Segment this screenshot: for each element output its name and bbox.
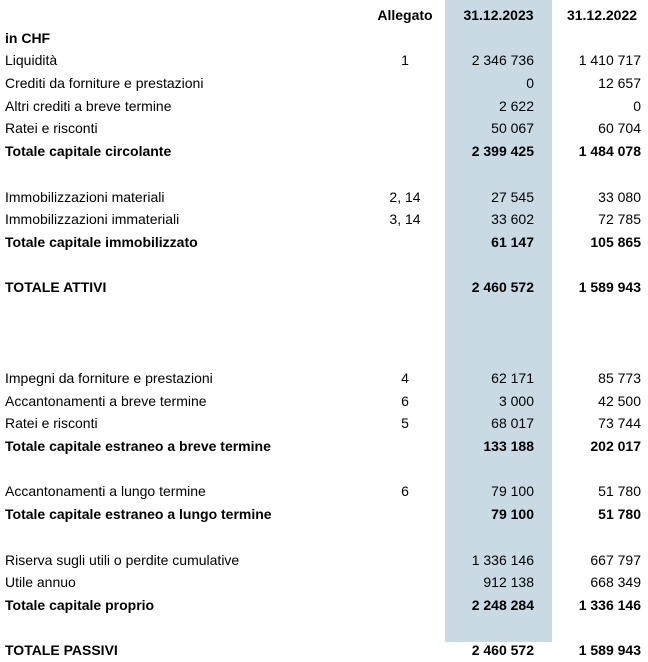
value-2022: 51 780 [598,506,641,523]
value-2022: 12 657 [598,75,641,92]
value-2023: 1 336 146 [471,551,534,568]
row-allegato [370,526,440,549]
table-row [0,49,648,72]
row-label: Riserva sugli utili o perdite cumulative [5,551,240,568]
row-allegato [370,254,440,277]
value-2022: 42 500 [598,392,641,409]
row-allegato [370,594,440,617]
value-2023: 79 100 [491,506,534,523]
row-allegato [370,117,440,140]
row-label: Crediti da forniture e prestazioni [5,75,204,92]
table-row [0,117,648,140]
row-label: in CHF [5,29,51,46]
value-2023: 2 346 736 [471,52,534,69]
row-allegato [370,72,440,95]
row-allegato: 5 [401,415,409,432]
row-allegato: 6 [401,392,409,409]
row-label: Immobilizzazioni materiali [5,188,165,205]
value-2022: 1 336 146 [578,596,641,613]
value-2023: 79 100 [491,483,534,500]
value-2022: 33 080 [598,188,641,205]
table-row [0,412,648,435]
spacer-row [0,526,648,549]
total-row [0,503,648,526]
row-allegato [370,435,440,458]
total-row [0,639,648,662]
table-row [0,549,648,572]
value-2022: 1 589 943 [578,642,641,659]
table-row [0,571,648,594]
value-2022: 60 704 [598,120,641,137]
row-allegato [370,322,440,345]
total-row [0,27,648,50]
spacer-row [0,299,648,322]
row-allegato [370,458,440,481]
value-2023: 912 138 [483,574,534,591]
row-label: Ratei e risconti [5,120,98,137]
value-2022: 105 865 [590,233,641,250]
value-2022: 73 744 [598,415,641,432]
value-2022: 202 017 [590,438,641,455]
table-row [0,390,648,413]
value-2022: 0 [633,97,641,114]
total-row [0,276,648,299]
row-label: Altri crediti a breve termine [5,97,172,114]
row-label: Accantonamenti a breve termine [5,392,207,409]
table-row [0,480,648,503]
row-label: Totale capitale proprio [5,596,155,613]
value-2023: 2 460 572 [471,279,534,296]
row-allegato [370,163,440,186]
spacer-row [0,163,648,186]
value-2023: 0 [526,75,534,92]
row-label: Utile annuo [5,574,76,591]
value-2023: 2 399 425 [471,143,534,160]
table-header-row [0,4,648,27]
row-label: TOTALE PASSIVI [5,642,118,659]
row-label: TOTALE ATTIVI [5,279,107,296]
row-allegato [370,231,440,254]
value-2022: 1 589 943 [578,279,641,296]
value-2022: 668 349 [590,574,641,591]
value-2022: 72 785 [598,211,641,228]
total-row [0,435,648,458]
value-2023: 68 017 [491,415,534,432]
row-allegato: 3, 14 [389,211,421,228]
value-2023: 133 188 [483,438,534,455]
value-2022: 667 797 [590,551,641,568]
row-allegato [370,571,440,594]
value-2023: 3 000 [498,392,534,409]
row-label: Totale capitale estraneo a lungo termine [5,506,272,523]
spacer-row [0,254,648,277]
table-row [0,367,648,390]
total-row [0,594,648,617]
row-allegato [370,639,440,662]
row-label: Impegni da forniture e prestazioni [5,370,213,386]
total-row [0,231,648,254]
value-2022: 1 410 717 [578,52,641,69]
value-2023: 50 067 [491,120,534,137]
row-label: Ratei e risconti [5,415,98,432]
value-2023: 61 147 [491,233,534,250]
table-row [0,95,648,118]
row-allegato [370,503,440,526]
row-label: Totale capitale estraneo a breve termine [5,438,271,455]
row-allegato [370,140,440,163]
value-2023: 2 622 [498,97,534,114]
header-allegato: Allegato [377,7,433,23]
total-row [0,140,648,163]
row-allegato [370,617,440,640]
row-label: Accantonamenti a lungo termine [5,483,206,500]
table-body [0,27,648,662]
spacer-row [0,344,648,367]
value-2022: 1 484 078 [578,143,641,160]
value-2023: 2 460 572 [471,642,534,659]
row-allegato [370,549,440,572]
row-label: Liquidità [5,52,58,69]
value-2023: 62 171 [491,370,534,386]
header-2023: 31.12.2023 [463,7,534,23]
row-allegato: 2, 14 [389,188,421,205]
table-row [0,186,648,209]
value-2023: 27 545 [491,188,534,205]
row-label: Totale capitale immobilizzato [5,233,198,250]
spacer-row [0,617,648,640]
table-row [0,72,648,95]
row-allegato: 1 [401,52,409,69]
row-allegato [370,276,440,299]
row-label: Totale capitale circolante [5,143,172,160]
row-label: Immobilizzazioni immateriali [5,211,180,228]
spacer-row [0,458,648,481]
value-2023: 2 248 284 [471,596,534,613]
row-allegato [370,95,440,118]
row-allegato [370,344,440,367]
row-allegato: 4 [401,370,409,386]
value-2023: 33 602 [491,211,534,228]
spacer-row [0,322,648,345]
header-2022: 31.12.2022 [566,7,638,23]
value-2022: 85 773 [598,370,641,386]
row-allegato: 6 [401,483,409,500]
table-row [0,208,648,231]
row-allegato [370,27,440,50]
balance-sheet-table [0,4,648,662]
row-allegato [370,299,440,322]
value-2022: 51 780 [598,483,641,500]
